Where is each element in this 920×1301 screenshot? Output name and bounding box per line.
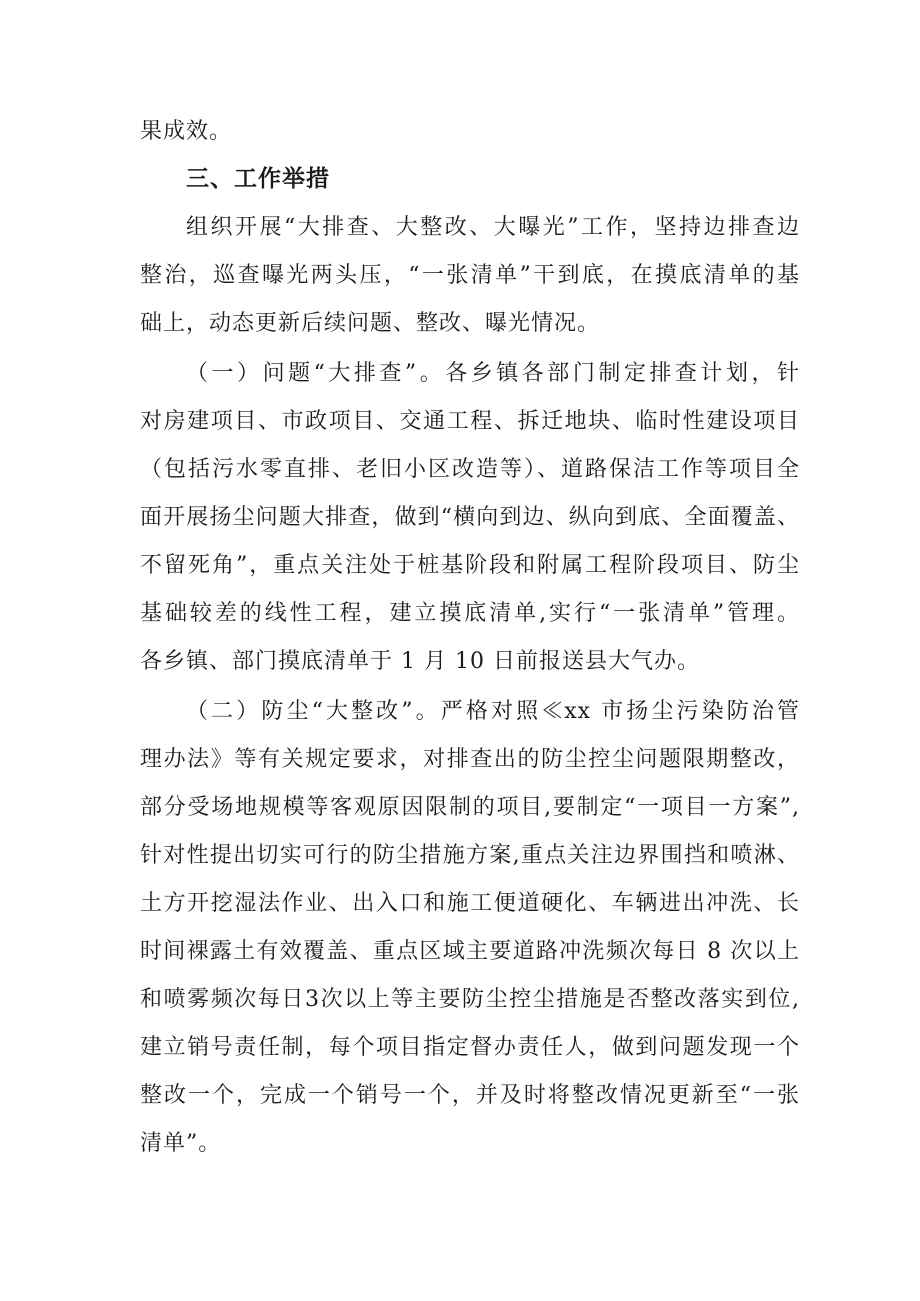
section-heading: 三、工作举措: [186, 166, 330, 192]
paragraph-2-line-7: 各乡镇、部门摸底清单于 1 月 10 日前报送县大气办。: [140, 649, 700, 674]
paragraph-2-line-6: 基础较差的线性工程，建立摸底清单,实行“一张清单”管理。: [140, 601, 800, 626]
paragraph-3-line-3: 部分受场地规模等客观原因限制的项目,要制定“一项目一方案”,: [140, 795, 800, 820]
paragraph-2-line-2: 对房建项目、市政项目、交通工程、拆迁地块、临时性建设项目: [140, 409, 800, 434]
intro-tail-line: 果成效。: [140, 119, 233, 144]
paragraph-2-line-3: （包括污水零直排、老旧小区改造等）、道路保洁工作等项目全: [140, 457, 800, 482]
paragraph-3-line-1: （二）防尘“大整改”。严格对照≪xx 市扬尘污染防治管: [186, 699, 800, 724]
paragraph-3-line-7: 和喷雾频次每日3次以上等主要防尘控尘措施是否整改落实到位,: [140, 987, 800, 1012]
paragraph-2-line-4: 面开展扬尘问题大排查，做到“横向到边、纵向到底、全面覆盖、: [140, 505, 800, 530]
paragraph-3-line-9: 整改一个，完成一个销号一个，并及时将整改情况更新至“一张: [140, 1083, 800, 1108]
paragraph-3-line-10: 清单”。: [140, 1131, 222, 1156]
paragraph-3-line-5: 土方开挖湿法作业、出入口和施工便道硬化、车辆进出冲洗、长: [140, 891, 800, 916]
paragraph-2-line-1: （一）问题“大排查”。各乡镇各部门制定排查计划，针: [186, 361, 800, 386]
paragraph-3-line-2: 理办法》等有关规定要求，对排查出的防尘控尘问题限期整改，: [140, 747, 800, 772]
paragraph-1-line-3: 础上，动态更新后续问题、整改、曝光情况。: [140, 311, 601, 336]
paragraph-3-line-6: 时间裸露土有效覆盖、重点区域主要道路冲洗频次每日 8 次以上: [140, 939, 800, 964]
paragraph-3-line-8: 建立销号责任制，每个项目指定督办责任人，做到问题发现一个: [140, 1035, 800, 1060]
paragraph-3-line-4: 针对性提出切实可行的防尘措施方案,重点关注边界围挡和喷淋、: [140, 843, 800, 868]
paragraph-1-line-1: 组织开展“大排查、大整改、大曝光”工作，坚持边排查边: [186, 215, 800, 240]
paragraph-2-line-5: 不留死角”，重点关注处于桩基阶段和附属工程阶段项目、防尘: [140, 553, 800, 578]
paragraph-1-line-2: 整治，巡查曝光两头压，“一张清单”干到底，在摸底清单的基: [140, 263, 800, 288]
